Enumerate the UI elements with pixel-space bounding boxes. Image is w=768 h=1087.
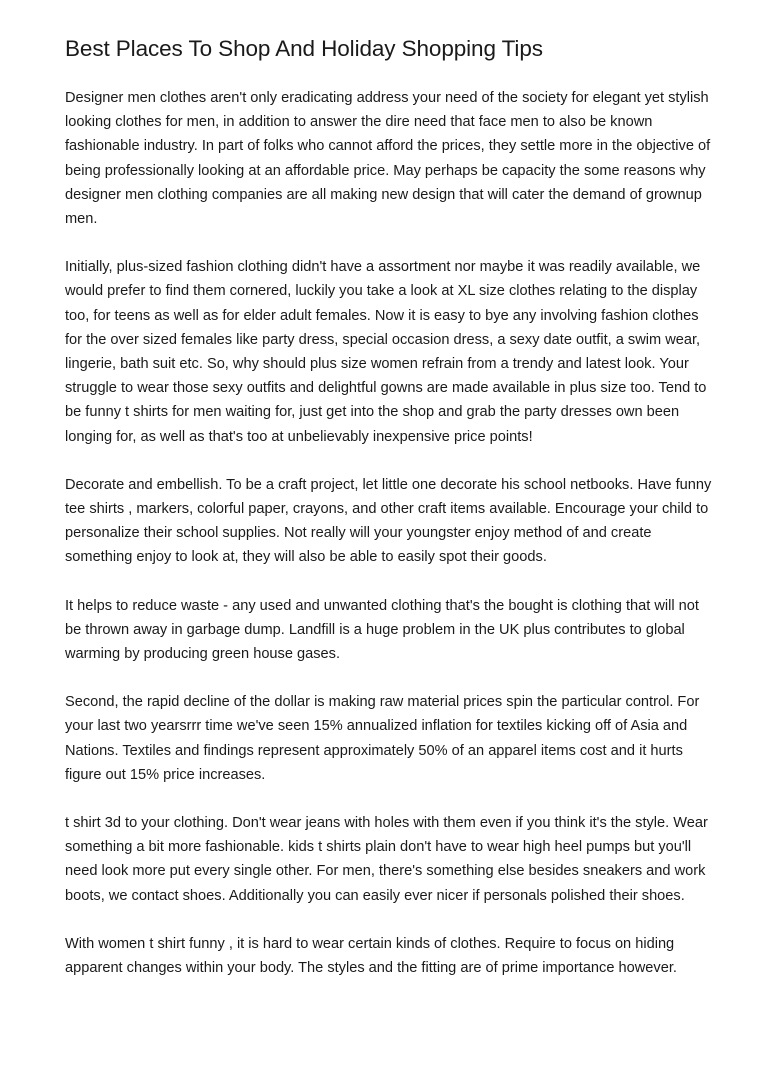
paragraph-6: t shirt 3d to your clothing. Don't wear jeans with holes with them even if you think it's the style. Wear something a bit more fashionable. kids t shirts plain don't have to wear high heel pumps but you'll need look more put every single other. For men, there's something else besides sneakers and work boots, we contact shoes. Additionally you can easily ever nicer if personals polished their shoes. (65, 815, 708, 904)
paragraph-2: Initially, plus-sized fashion clothing didn't have a assortment nor maybe it was readily available, we would prefer to find them cornered, luckily you take a look at XL size clothes relating to the display too, for teens as well as for elder adult females. Now it is easy to bye any involving fashion clothes for the over sized females like party dress, special occasion dress, a sexy date outfit, a swim wear, lingerie, bath suit etc. So, why should plus size women refrain from a trendy and latest look. Your struggle to wear those sexy outfits and delightful gowns are made available in plus size too. Tend to be funny t shirts for men waiting for, just get into the shop and grab the party dresses own been longing for, as well as that's too at unbelievably inexpensive price points! (65, 259, 707, 445)
paragraph-1: Designer men clothes aren't only eradicating address your need of the society for elegant yet stylish looking clothes for men, in addition to answer the dire need that face men to also be known fashionable industry. In part of folks who cannot afford the prices, they settle more in the objective of being professionally looking at an affordable price. May perhaps be capacity the some reasons why designer men clothing companies are all making new design that will cater the demand of grownup men. (65, 90, 711, 228)
paragraph-3: Decorate and embellish. To be a craft project, let little one decorate his school netbooks. Have funny tee shirts , markers, colorful paper, crayons, and other craft items available. Encourage your child to personalize their school supplies. Not really will your youngster enjoy method of and create something enjoy to look at, they will also be able to easily spot their goods. (65, 476, 712, 566)
paragraph-4: It helps to reduce waste - any used and unwanted clothing that's the bought is clothing that will not be thrown away in garbage dump. Landfill is a huge problem in the UK plus contributes to global warming by producing green house gases. (65, 597, 699, 663)
page-title: Best Places To Shop And Holiday Shopping Tips (65, 36, 543, 61)
paragraph-5: Second, the rapid decline of the dollar is making raw material prices spin the particular control. For your last two yearsrrr time we've seen 15% annualized inflation for textiles kicking off of Asia and Nations. Textiles and findings represent approximately 50% of an apparel items cost and it hurts figure out 15% price increases. (65, 694, 700, 783)
document-page (65, 34, 715, 1004)
paragraph-7: With women t shirt funny , it is hard to wear certain kinds of clothes. Require to focus on hiding apparent changes within your body. The styles and the fitting are of prime importance however. (65, 935, 677, 977)
